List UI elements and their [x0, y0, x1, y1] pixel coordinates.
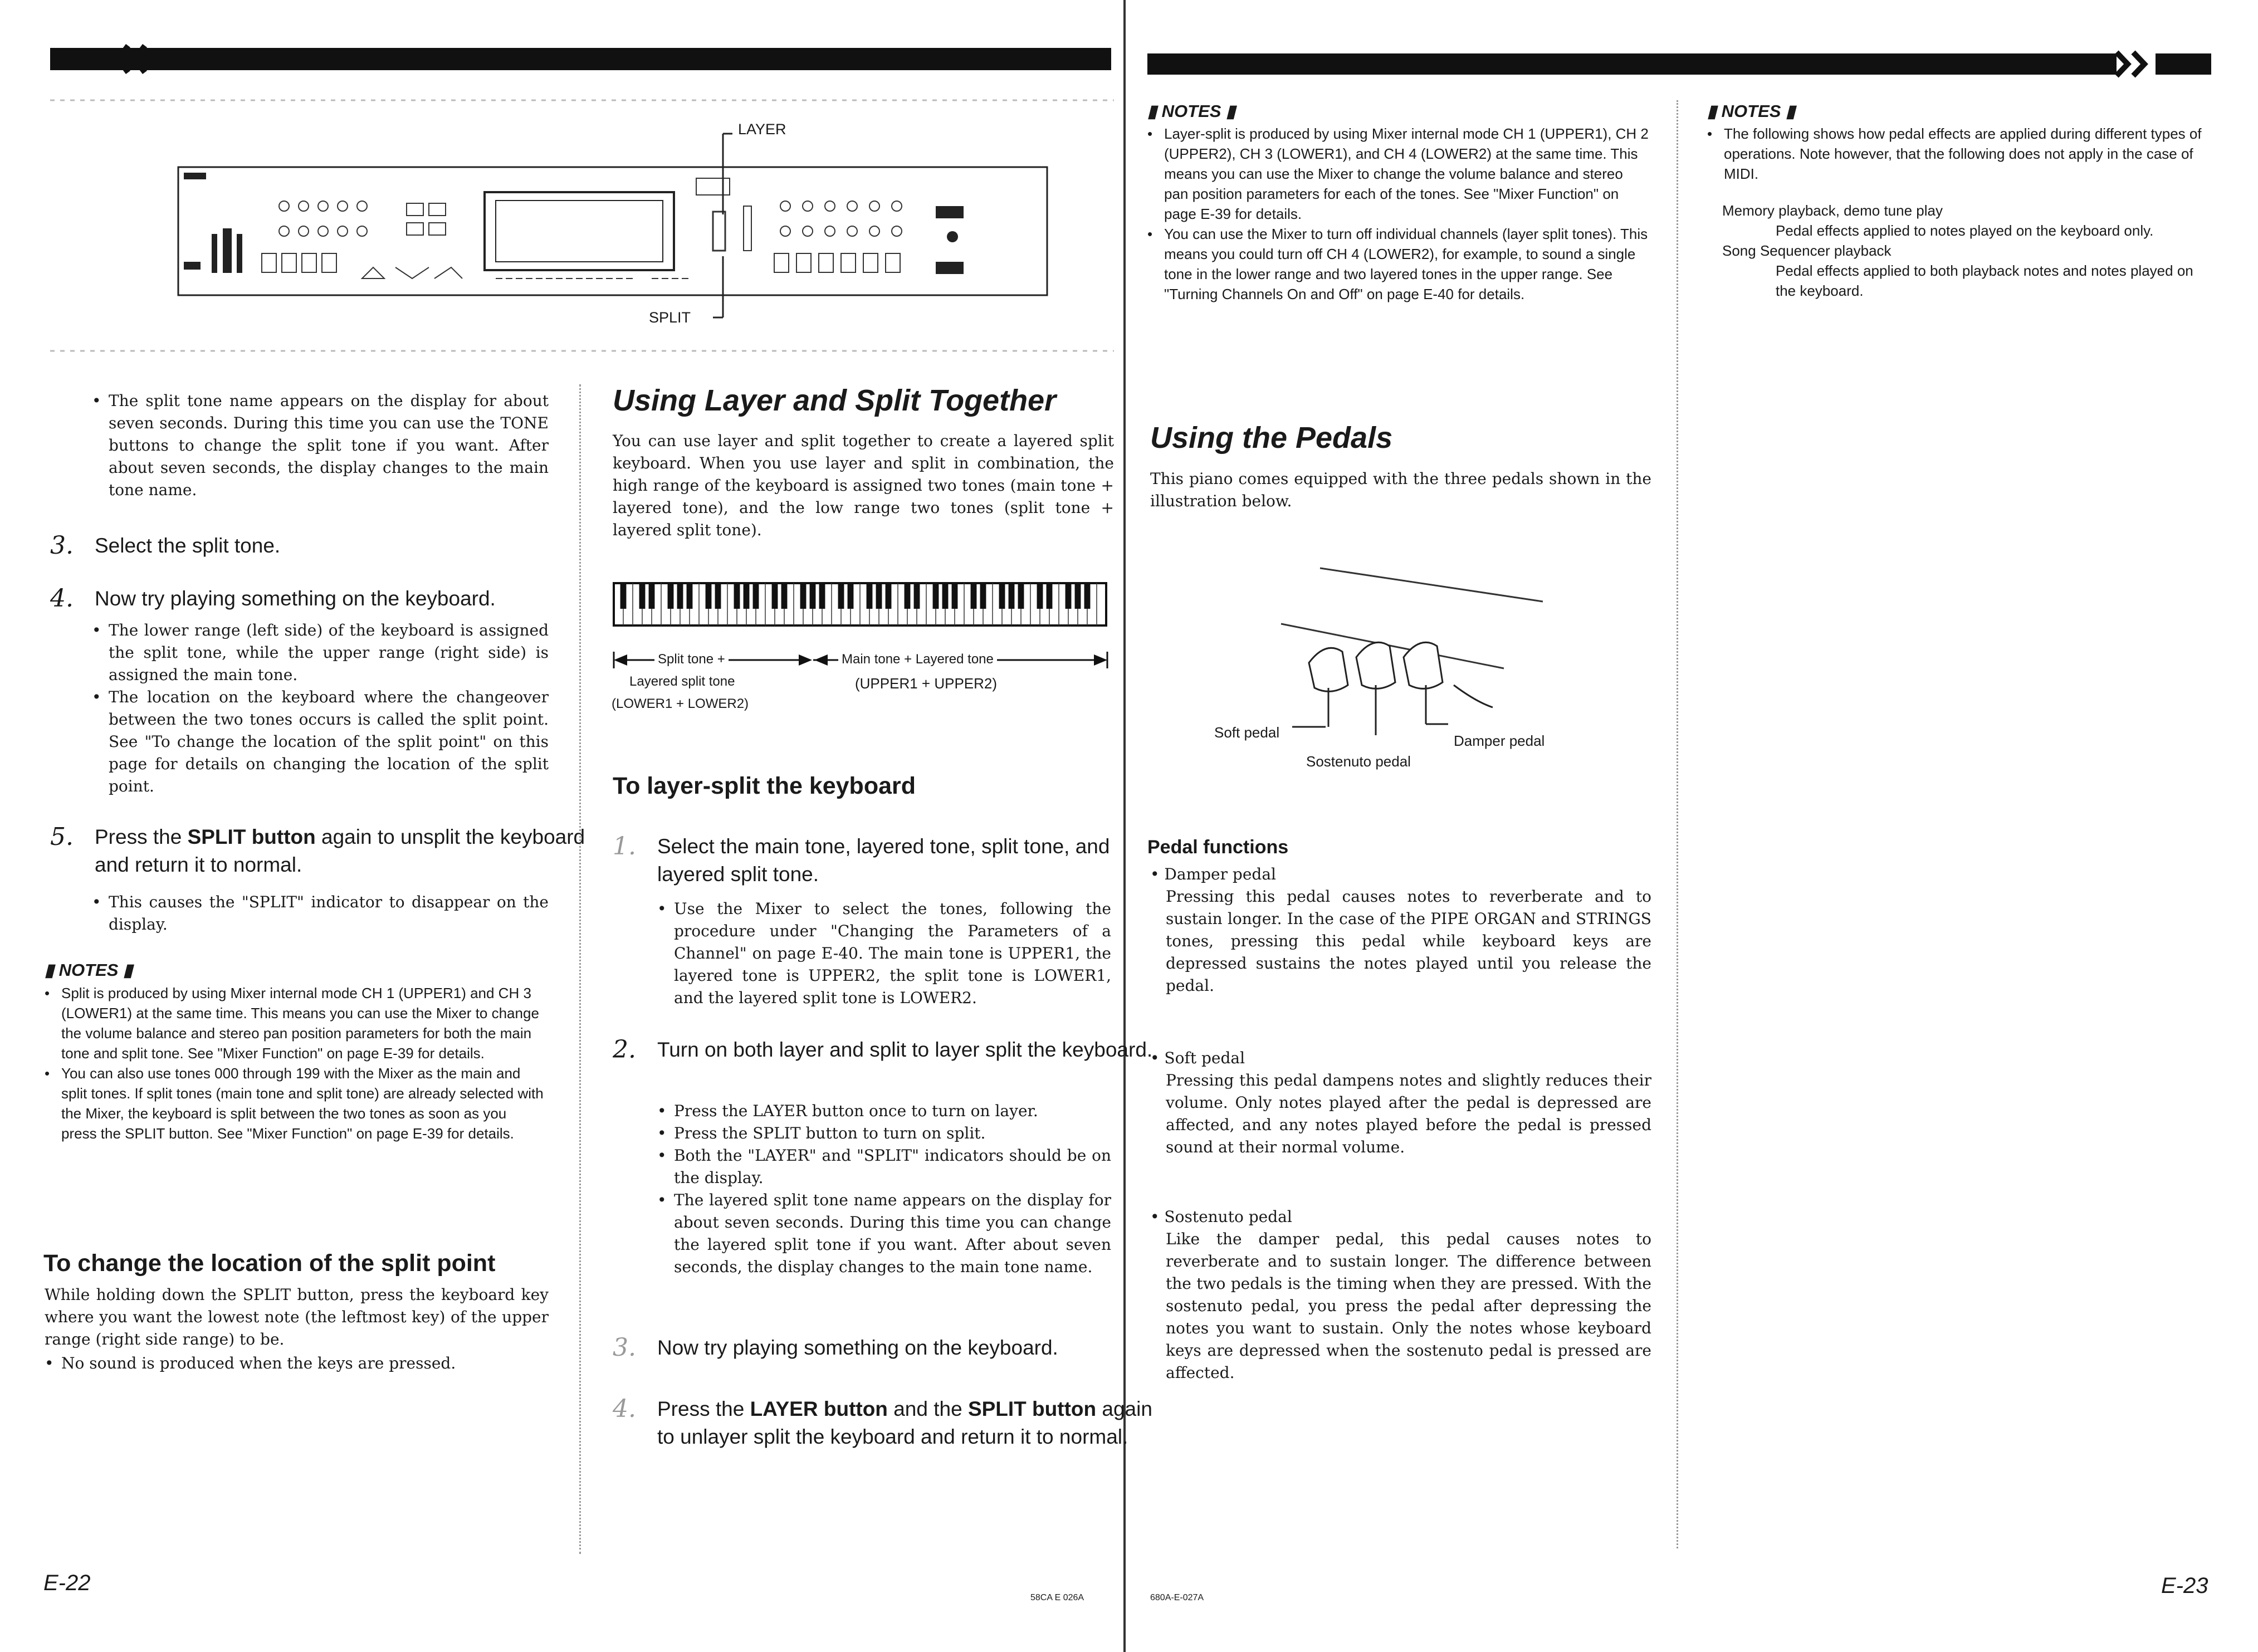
layer-split-keyboard-diagram	[613, 582, 1108, 627]
ls-step-4-mid: and the	[887, 1397, 968, 1420]
step-5-bullet: • This causes the "SPLIT" indicator to disappear on the display.	[92, 891, 549, 936]
ls-step-3-text: Now try playing something on the keyboard.	[657, 1336, 1058, 1359]
kb-right-label-2: (UPPER1 + UPPER2)	[855, 675, 998, 692]
black-key	[942, 583, 949, 609]
split-point-heading: To change the location of the split point	[43, 1250, 496, 1277]
ls-step-2-bullets	[657, 1100, 1111, 1278]
pedal-notes-intro	[1707, 124, 2208, 184]
black-key	[952, 583, 958, 609]
black-key	[971, 583, 977, 609]
right-column-divider	[1677, 100, 1678, 1548]
black-key	[772, 583, 778, 609]
step-5-text-post: again to unsplit the keyboard and return it to normal.	[95, 825, 585, 876]
ls-step-1	[613, 833, 1159, 888]
black-key	[1009, 583, 1015, 609]
song-sequencer-label: Song Sequencer playback	[1722, 242, 1892, 259]
step-5-text-bold: SPLIT button	[187, 825, 316, 848]
sostenuto-pedal-name-text: Sostenuto pedal	[1164, 1208, 1292, 1226]
intro-bullet-text: • The split tone name appears on the display for about seven seconds. During this time you can use the TONE buttons to change the split tone if you want. After about seven seconds, the display changes to the main tone name.	[92, 390, 549, 501]
black-key	[819, 583, 825, 609]
ls-step-2-bullet: • The layered split tone name appears on the display for about seven seconds. During this time you can change the layered split tone if you want. After about seven seconds, the display changes to the main tone name.	[657, 1189, 1111, 1278]
memory-playback-label: Memory playback, demo tune play	[1722, 202, 1943, 219]
soft-pedal-name-text: Soft pedal	[1164, 1049, 1245, 1067]
black-key	[1037, 583, 1043, 609]
step-3-number: 3.	[50, 531, 74, 560]
left-page-number: E-22	[43, 1571, 91, 1595]
song-sequencer-text: Pedal effects applied to both playback notes and notes played on the keyboard.	[1776, 262, 2193, 299]
step-5-text-pre: Press the	[95, 825, 188, 848]
black-key	[649, 583, 655, 609]
sostenuto-pedal-desc: Like the damper pedal, this pedal causes notes to reverberate and to sustain longer. The difference between the two pedals is the timing when they are pressed. With the sostenuto pedal, you press the pedal after depressing the notes you want to sustain. Only the notes whose keyboard keys are depressed when the sostenuto pedal is pressed are affected.	[1166, 1230, 1651, 1382]
kb-right-label-1: Main tone + Layered tone	[838, 652, 997, 667]
black-key	[734, 583, 740, 609]
pedals-intro: This piano comes equipped with the three pedals shown in the illustration below.	[1150, 470, 1651, 510]
black-key	[867, 583, 873, 609]
pedal-notes-title: ▮ NOTES ▮	[1707, 101, 1796, 121]
control-panel-diagram	[50, 95, 1114, 356]
black-key	[876, 583, 882, 609]
layer-diagram-label: LAYER	[738, 121, 786, 138]
right-notes-title: ▮ NOTES ▮	[1147, 101, 1236, 121]
right-header-ornament	[2105, 50, 2156, 78]
left-notes-title-text: NOTES	[58, 960, 119, 980]
step-3-text: Select the split tone.	[95, 534, 281, 557]
ls-step-1-text: Select the main tone, layered tone, split tone, and layered split tone.	[657, 835, 1110, 886]
ls-step-3	[613, 1334, 1159, 1362]
right-notes-list	[1147, 124, 1649, 304]
ls-step-4-post: again to unlayer split the keyboard and return it to normal.	[657, 1397, 1152, 1448]
right-header-end	[2156, 53, 2211, 75]
sostenuto-pedal-name: • Sostenuto pedal	[1150, 1208, 1292, 1226]
black-key	[668, 583, 674, 609]
black-key	[1084, 583, 1091, 609]
black-key	[914, 583, 920, 609]
right-page-number: E-23	[2161, 1573, 2208, 1598]
ls-step-2-bullet: • Both the "LAYER" and "SPLIT" indicators should be on the display.	[657, 1145, 1111, 1189]
split-point-text: While holding down the SPLIT button, press the keyboard key where you want the lowest note (the leftmost key) of the upper range (right side range) to be.	[45, 1286, 549, 1348]
right-notes-title-text: NOTES	[1161, 101, 1221, 121]
ls-step-4-number: 4.	[613, 1395, 636, 1423]
pedal-notes-items	[1722, 201, 2212, 301]
ls-step-4-bold1: LAYER button	[750, 1397, 888, 1420]
left-header-bar	[50, 48, 1111, 70]
right-footer-code: 680A-E-027A	[1150, 1593, 1204, 1602]
damper-pedal-name-text: Damper pedal	[1164, 865, 1276, 883]
pedals-heading: Using the Pedals	[1150, 421, 1393, 454]
left-footer-code: 58CA E 026A	[1030, 1593, 1084, 1602]
pedal-notes-title-text: NOTES	[1721, 101, 1781, 121]
black-key	[687, 583, 693, 609]
black-key	[1047, 583, 1053, 609]
ls-step-2-bullet: • Press the LAYER button once to turn on layer.	[657, 1100, 1111, 1122]
black-key	[999, 583, 1005, 609]
soft-pedal-desc: Pressing this pedal dampens notes and slightly reduces their volume. Only notes played after the pedal is depressed are affected, and any notes played before the pedal is pressed sound at their normal volume.	[1166, 1071, 1651, 1156]
black-key	[706, 583, 712, 609]
step-3-split-tone	[50, 532, 596, 560]
black-key	[810, 583, 816, 609]
split-diagram-label: SPLIT	[649, 309, 691, 326]
sostenuto-pedal-label: Sostenuto pedal	[1306, 753, 1411, 770]
left-notes-title: ▮ NOTES ▮	[45, 960, 133, 980]
black-key	[886, 583, 892, 609]
black-key	[639, 583, 646, 609]
ls-step-2-bullet: • Press the SPLIT button to turn on split.	[657, 1122, 1111, 1145]
black-key	[838, 583, 844, 609]
kb-left-label-1: Split tone +	[654, 652, 729, 667]
black-key	[980, 583, 986, 609]
ls-step-1-bullet	[657, 898, 1111, 1009]
split-point-bullet	[45, 1352, 549, 1375]
step-4-number: 4.	[50, 584, 74, 613]
right-header-bar	[1147, 53, 2117, 75]
black-key	[715, 583, 721, 609]
black-key	[677, 583, 683, 609]
black-key	[933, 583, 939, 609]
kb-left-label-2: Layered split tone	[629, 674, 735, 689]
layer-split-text: You can use layer and split together to create a layered split keyboard. When you use layer and split in combination, the high range of the keyboard is assigned two tones (main tone + layered tone), and the low range two tones (split tone + layered split tone).	[613, 432, 1114, 539]
layer-split-heading: Using Layer and Split Together	[613, 384, 1057, 417]
black-key	[848, 583, 854, 609]
memory-playback-text: Pedal effects applied to notes played on the keyboard only.	[1776, 222, 2154, 239]
black-key	[800, 583, 807, 609]
left-note-item: • Split is produced by using Mixer internal mode CH 1 (UPPER1) and CH 3 (LOWER1) at the same time. This means you can use the Mixer to change the volume balance and stereo pan position parameters for both the main tone and split tone. See "Mixer Function" on page E-39 for details.	[45, 983, 546, 1063]
intro-bullet	[92, 390, 549, 501]
ls-step-2	[613, 1036, 1159, 1064]
to-layer-split-heading: To layer-split the keyboard	[613, 773, 916, 799]
step-4-text: Now try playing something on the keyboard.	[95, 587, 496, 610]
pedal-functions-heading: Pedal functions	[1147, 837, 1289, 858]
ls-step-4	[613, 1395, 1159, 1451]
step-4-play	[50, 585, 596, 613]
step-5-number: 5.	[50, 823, 74, 851]
black-key	[744, 583, 750, 609]
step-4-bullet: • The lower range (left side) of the keyboard is assigned the split tone, while the upper range (right side) is assigned the main tone.	[92, 619, 549, 686]
soft-pedal-label: Soft pedal	[1214, 724, 1280, 741]
ls-step-3-number: 3.	[613, 1333, 636, 1362]
step-4-bullets	[92, 619, 549, 798]
black-key	[781, 583, 788, 609]
ls-step-2-number: 2.	[613, 1035, 636, 1064]
damper-pedal-name: • Damper pedal	[1150, 865, 1276, 883]
soft-pedal-item	[1150, 1047, 1651, 1159]
left-header-ornament	[111, 43, 162, 75]
black-key	[1018, 583, 1024, 609]
ls-step-1-bullet-text: • Use the Mixer to select the tones, following the procedure under "Changing the Parameters of a Channel" on page E-40. The main tone is UPPER1, the layered tone is UPPER2, the split tone is LOWER1, and the layered split tone is LOWER2.	[657, 898, 1111, 1009]
sostenuto-pedal-item	[1150, 1206, 1651, 1384]
step-5-unsplit	[50, 823, 596, 879]
black-key	[620, 583, 627, 609]
split-point-bullet-text: • No sound is produced when the keys are pressed.	[45, 1352, 549, 1375]
ls-step-1-number: 1.	[613, 832, 636, 861]
ls-step-4-bold2: SPLIT button	[967, 1397, 1097, 1420]
soft-pedal-name: • Soft pedal	[1150, 1049, 1245, 1067]
damper-pedal-desc: Pressing this pedal causes notes to reverberate and to sustain longer. In the case of the PIPE ORGAN and STRINGS tones, pressing this pedal while keyboard keys are depressed sustains the notes played until you release the pedal.	[1166, 887, 1651, 995]
step-4-bullet: • The location on the keyboard where the changeover between the two tones occurs is called the split point. See "To change the location of the split point" on this page for details on changing the location of the split point.	[92, 686, 549, 798]
damper-pedal-label: Damper pedal	[1454, 732, 1545, 749]
ls-step-2-text: Turn on both layer and split to layer split the keyboard.	[657, 1038, 1153, 1061]
ls-step-4-pre: Press the	[657, 1397, 750, 1420]
black-key	[1066, 583, 1072, 609]
pedal-notes-intro-text: • The following shows how pedal effects are applied during different types of operations. Note however, that the following does not apply in the case of MIDI.	[1707, 124, 2208, 184]
damper-pedal-item	[1150, 863, 1651, 997]
right-note-item: • You can use the Mixer to turn off individual channels (layer split tones). This means you could turn off CH 4 (LOWER2), for example, to sound a single tone in the lower range and two layered tones in the upper range. See "Turning Channels On and Off" on page E-40 for details.	[1147, 224, 1649, 304]
black-key	[1075, 583, 1081, 609]
left-notes-list	[45, 983, 546, 1143]
black-key	[753, 583, 759, 609]
left-note-item: • You can also use tones 000 through 199 with the Mixer as the main and split tones. If split tones (main tone and split tone) are already selected with the Mixer, the keyboard is split between the two tones as soon as you press the SPLIT button. See "Mixer Function" on page E-39 for details.	[45, 1063, 546, 1143]
black-key	[905, 583, 911, 609]
kb-left-label-3: (LOWER1 + LOWER2)	[612, 696, 749, 711]
left-column-divider	[579, 384, 581, 1554]
right-note-item: • Layer-split is produced by using Mixer internal mode CH 1 (UPPER1), CH 2 (UPPER2), CH 3 (LOWER1), and CH 4 (LOWER2) at the same time. This means you can use the Mixer to change the volume balance and stereo pan position parameters for each of the tones. See "Mixer Function" on page E-39 for details.	[1147, 124, 1649, 224]
step-5-bullets	[92, 891, 549, 936]
